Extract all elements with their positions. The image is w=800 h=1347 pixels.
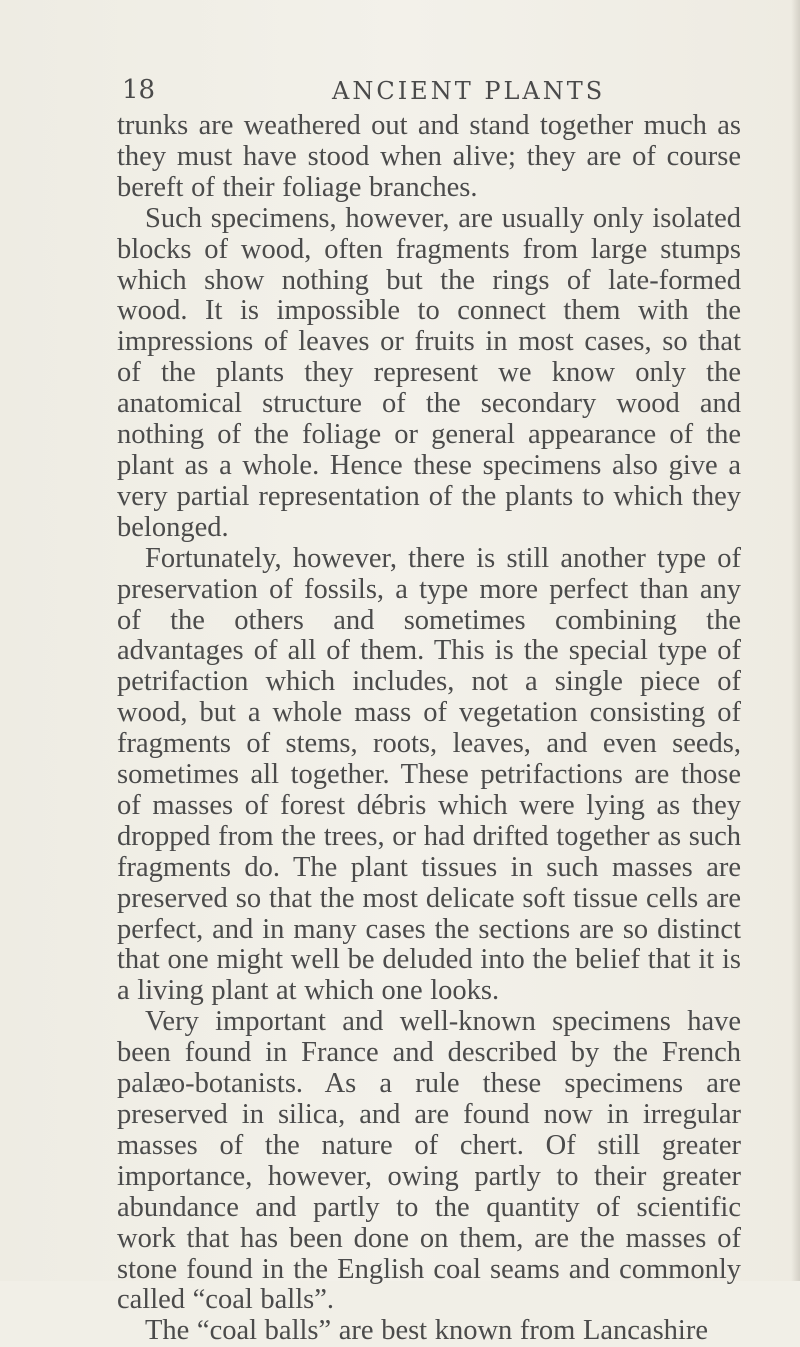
body-text [117,111,741,1347]
paragraph-isolated-blocks: Such specimens, however, are usually only isolated blocks of wood, often fragments from large stumps which show nothing but the rings of late-formed wood. It is impossible to connect them with the impressions of leaves or fruits in most cases, so that of the plants they represent we know only the anatomical structure of the secondary wood and nothing of the foliage or general appearance of the plant as a whole. Hence these specimens also give a very partial representation of the plants to which they belonged. [117,202,741,543]
paragraph-continuation: trunks are weathered out and stand together much as they must have stood when alive; they are of course bereft of their foliage branches. [117,110,741,203]
paragraph-petrifaction: Fortunately, however, there is still another type of preservation of fossils, a type more perfect than any of the others and sometimes combining the advantages of all of them. This is the special type of petrifaction which includes, not a single piece of wood, but a whole mass of vegetation consisting of fragments of stems, roots, leaves, and even seeds, sometimes all together. These petrifactions are those of masses of forest débris which were lying as they dropped from the trees, or had drifted together as such fragments do. The plant tissues in such masses are preserved so that the most delicate soft tissue cells are perfect, and in many cases the sections are so distinct that one might well be deluded into the belief that it is a living plant at which one looks. [117,542,741,1007]
page-edge-shadow [791,0,800,1281]
paragraph-coal-balls: The “coal balls” are best known from Lancashire [145,1315,708,1347]
running-head: ANCIENT PLANTS [332,77,606,105]
paragraph-french-specimens: Very important and well-known specimens have been found in France and described by the French palæo-botanists. As a rule these specimens are preserved in silica, and are found now in irregular masses of the nature of chert. Of still greater importance, however, owing partly to their greater abundance and partly to the quantity of scientific work that has been done on them, are the masses of stone found in the English coal seams and commonly called “coal balls”. [117,1006,741,1316]
page-header [117,75,741,109]
page-number: 18 [122,75,156,105]
